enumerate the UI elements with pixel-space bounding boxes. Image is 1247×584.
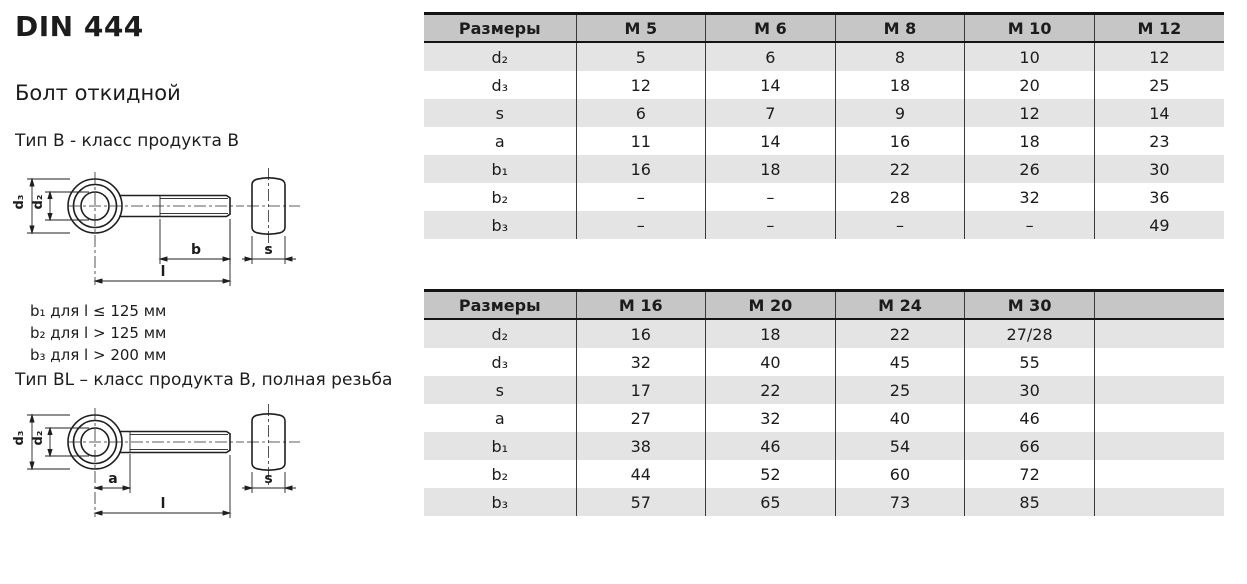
row-label: d₂ [491,324,509,344]
value-cell: 14 [1094,99,1224,127]
value-cell: 7 [706,99,836,127]
dim-label-s: s [264,471,273,487]
row-label: b₂ [491,464,509,484]
dim-label-l: l [160,496,166,512]
row-label: b₁ [491,159,509,179]
dim-label-l: l [160,264,166,280]
row-label: d₃ [491,352,509,372]
size-column-header: M 20 [706,291,836,320]
value-cell: 40 [835,404,965,432]
note-b2: b₂ для l > 125 мм [30,324,167,342]
value-cell: 22 [835,155,965,183]
row-label: s [495,380,504,400]
table-row [424,211,1224,239]
size-column-header: M 16 [576,291,706,320]
value-cell: 12 [965,99,1095,127]
row-label: d₃ [491,75,509,95]
value-cell [1094,376,1224,404]
value-cell: 11 [576,127,706,155]
value-cell: 46 [965,404,1095,432]
value-cell: – [965,211,1095,239]
value-cell: 27/28 [965,319,1095,348]
size-column-header: M 24 [835,291,965,320]
size-column-header: M 5 [576,14,706,43]
table-row [424,460,1224,488]
dimension-d2 [45,428,89,456]
value-cell: 18 [965,127,1095,155]
value-cell [1094,319,1224,348]
table-row [424,42,1224,71]
row-label: a [494,408,505,428]
thread-length-notes [30,300,166,366]
dim-label-s: s [264,242,273,258]
value-cell: 6 [576,99,706,127]
type-b-caption: Тип B - класс продукта B [15,131,239,151]
table-row [424,319,1224,348]
value-cell: 18 [706,319,836,348]
value-cell: – [706,211,836,239]
value-cell: 22 [835,319,965,348]
table-row [424,432,1224,460]
value-cell: 85 [965,488,1095,516]
table-header-row [424,291,1224,320]
value-cell: 20 [965,71,1095,99]
value-cell [1094,432,1224,460]
table-row [424,376,1224,404]
value-cell: 12 [1094,42,1224,71]
value-cell: 18 [706,155,836,183]
value-cell: 73 [835,488,965,516]
dim-label-a: a [108,471,118,487]
value-cell: 54 [835,432,965,460]
value-cell [1094,488,1224,516]
table-row [424,127,1224,155]
value-cell: 52 [706,460,836,488]
value-cell: 16 [576,155,706,183]
size-column-header: M 30 [965,291,1095,320]
table-row [424,488,1224,516]
value-cell: 6 [706,42,836,71]
row-label: b₂ [491,187,509,207]
table-header-row [424,14,1224,43]
value-cell: 65 [706,488,836,516]
value-cell: 17 [576,376,706,404]
type-b-drawing [10,156,300,296]
table-row [424,155,1224,183]
dimensions-column-header: Размеры [424,14,576,43]
dim-label-d3: d₃ [12,430,27,446]
value-cell: 30 [1094,155,1224,183]
value-cell: 16 [835,127,965,155]
value-cell: 18 [835,71,965,99]
value-cell: 32 [965,183,1095,211]
value-cell: 72 [965,460,1095,488]
value-cell: 9 [835,99,965,127]
row-label: b₃ [491,215,509,235]
value-cell: – [835,211,965,239]
table-row [424,71,1224,99]
value-cell: – [576,183,706,211]
value-cell [1094,460,1224,488]
dimension-table-m16-m30 [424,289,1224,516]
dimension-table-m5-m12 [424,12,1224,239]
table-row [424,348,1224,376]
value-cell: 66 [965,432,1095,460]
dim-label-d3: d₃ [12,194,27,210]
value-cell: 26 [965,155,1095,183]
value-cell: 45 [835,348,965,376]
value-cell: 10 [965,42,1095,71]
value-cell: 36 [1094,183,1224,211]
value-cell: 30 [965,376,1095,404]
value-cell: 40 [706,348,836,376]
centerlines [68,404,300,517]
type-bl-drawing [10,398,300,538]
type-bl-caption: Тип BL – класс продукта B, полная резьба [15,370,393,390]
size-column-header: M 8 [835,14,965,43]
dimensions-column-header: Размеры [424,291,576,320]
value-cell: 27 [576,404,706,432]
value-cell: 5 [576,42,706,71]
value-cell: 32 [706,404,836,432]
size-column-header: M 10 [965,14,1095,43]
value-cell: 49 [1094,211,1224,239]
value-cell: 32 [576,348,706,376]
row-label: d₂ [491,47,509,67]
value-cell: 14 [706,71,836,99]
dim-label-d2: d₂ [31,430,46,446]
dim-label-b: b [190,242,202,258]
dim-label-d2: d₂ [31,194,46,210]
size-column-header [1094,291,1224,320]
value-cell: 8 [835,42,965,71]
value-cell: 60 [835,460,965,488]
value-cell: 14 [706,127,836,155]
value-cell: 12 [576,71,706,99]
table-row [424,99,1224,127]
value-cell: 55 [965,348,1095,376]
size-column-header: M 12 [1094,14,1224,43]
page-title: DIN 444 [15,10,144,43]
value-cell [1094,404,1224,432]
value-cell: 28 [835,183,965,211]
note-b3: b₃ для l > 200 мм [30,346,167,364]
size-column-header: M 6 [706,14,836,43]
note-b1: b₁ для l ≤ 125 мм [30,302,167,320]
row-label: s [495,103,504,123]
value-cell: 46 [706,432,836,460]
table-row [424,404,1224,432]
row-label: b₃ [491,492,509,512]
row-label: b₁ [491,436,509,456]
dimension-d2 [45,192,89,220]
product-name: Болт откидной [15,81,181,105]
value-cell [1094,348,1224,376]
value-cell: 25 [1094,71,1224,99]
value-cell: 23 [1094,127,1224,155]
value-cell: 38 [576,432,706,460]
value-cell: – [706,183,836,211]
value-cell: 57 [576,488,706,516]
table-row [424,183,1224,211]
value-cell: 22 [706,376,836,404]
value-cell: 16 [576,319,706,348]
row-label: a [494,131,505,151]
value-cell: – [576,211,706,239]
value-cell: 44 [576,460,706,488]
value-cell: 25 [835,376,965,404]
